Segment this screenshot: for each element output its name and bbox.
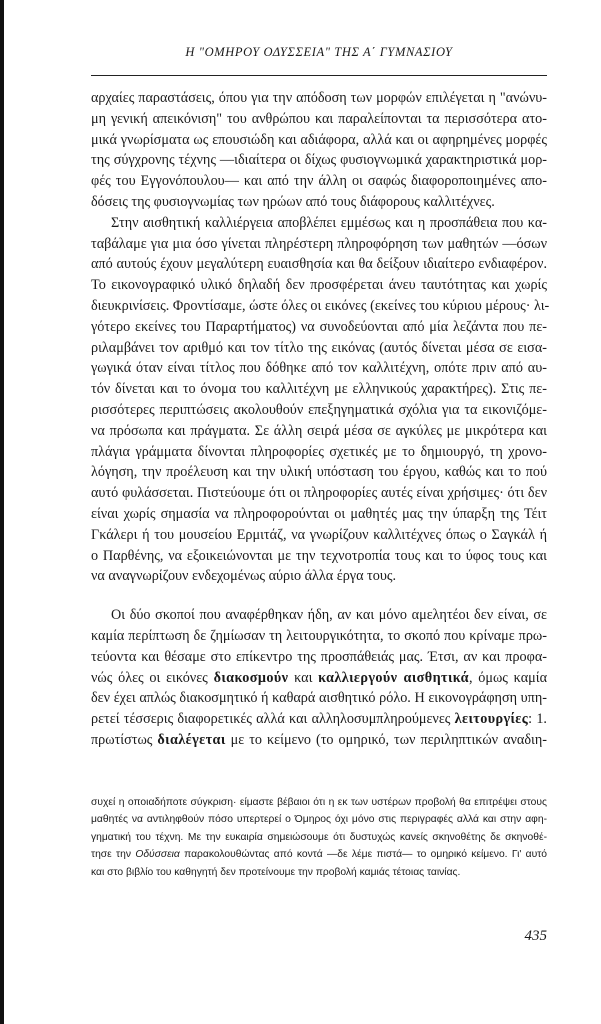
footnote-line: μαθητές να αντιληφθούν πόσο υπερτερεί ο Όμηρος όχι μόνο στις περιγραφές αλλά και στην αφη- xyxy=(91,814,547,826)
main-text xyxy=(91,88,550,751)
footnote xyxy=(91,794,547,881)
text-line: αρχαίες παραστάσεις, όπου για την απόδοση των μορφών επιλέγεται η "ανώνυ- xyxy=(91,90,547,106)
work-title: Οδύσσεια xyxy=(135,849,180,861)
text-line: Το εικονογραφικό υλικό δηλαδή δεν προσφέρεται άνευ ταυτότητας και χωρίς xyxy=(91,277,547,294)
text-line: μη γενική απεικόνιση" του ανθρώπου και παραλείπονται τα περισσότερα ατο- xyxy=(91,110,547,127)
text-line: δόσεις της φυσιογνωμίας των ηρώων από τους διάφορους καλλιτέχνες. xyxy=(91,193,495,210)
emphasis-dialogue: διαλέγεται xyxy=(157,731,226,748)
text-line xyxy=(91,709,547,730)
page-number: 435 xyxy=(524,928,547,944)
text-line: να πρόσωπα και πράγματα. Σε άλλη σειρά μέσα σε αγκύλες με μικρότερα και xyxy=(91,422,547,439)
emphasis-decorate: διακοσμούν xyxy=(213,669,289,686)
text-line: Γκάλερι ή του μουσείου Ερμιτάζ, να γνωρίζουν καλλιτέχνες όπως ο Σαγκάλ ή xyxy=(91,526,547,543)
text-segment: και xyxy=(288,669,319,686)
text-segment: τησε την xyxy=(91,849,136,861)
footnote-line: και στο βιβλίο του καθηγητή δεν προτείνουμε την προβολή καμιάς τέτοιας ταινίας. xyxy=(91,866,461,878)
text-line: ταβάλαμε για μια όσο γίνεται πληρέστερη πληροφόρηση των μαθητών —όσων xyxy=(91,235,547,252)
text-line: δεν έχει απλώς διακοσμητικό ή καθαρά αισθητικό ρόλο. Η εικονογράφηση υπη- xyxy=(91,690,547,707)
text-line: γωγικά όταν είναι τίτλος που δόθηκε από τον καλλιτέχνη, οπότε πριν από αυ- xyxy=(91,360,547,377)
text-segment: παρακολουθώντας από κοντά —δε λέμε πιστά— το ομηρικό κείμενο. Γι' αυτό xyxy=(179,849,548,861)
text-line: είναι χωρίς σημασία να πληροφορούνται οι μαθητές μας την ύπαρξη της Τέιτ xyxy=(91,505,547,522)
text-segment: ρετεί τέσσερις διαφορετικές αλλά και αλληλοσυμπληρούμενες xyxy=(91,711,455,728)
text-segment: με το κείμενο (το ομηρικό, των περιληπτικών αναδιη- xyxy=(225,731,548,748)
header-rule xyxy=(91,75,547,76)
running-head: Η "ΟΜΗΡΟΥ ΟΔΥΣΣΕΙΑ" ΤΗΣ Α΄ ΓΥΜΝΑΣΙΟΥ xyxy=(185,45,453,59)
text-line: φές του Εγγονόπουλου— και από την άλλη οι σαφώς διαφοροποιημένες απο- xyxy=(91,173,547,190)
text-line: τεύοντα και θέσαμε στο επίκεντρο της προσπάθειάς μας. Έτσι, αν και προφα- xyxy=(91,648,547,665)
emphasis-functions: λειτουργίες xyxy=(454,711,529,728)
text-segment: νώς όλες οι εικόνες xyxy=(91,669,214,686)
text-line: λόγηση, την προέλευση και την υλική υπόσταση του έργου, καθώς και το πού xyxy=(91,464,547,481)
text-line: γότερο εκείνες του Παραρτήματος) να συνοδεύονται από μία λεζάντα που πε- xyxy=(91,318,547,335)
text-line xyxy=(91,730,547,751)
footnote-line: γηματική του τέχνη. Με την ευκαιρία σημειώσουμε ότι δυστυχώς κανείς σκηνοθέτης δε σκηνοθέ- xyxy=(91,831,547,843)
text-line: αυτό φυλάσσεται. Πιστεύουμε ότι οι πληροφορίες αυτές είναι χρήσιμες· ότι δεν xyxy=(91,485,547,502)
text-line: τόν δίνεται και το όνομα του καλλιτέχνη με ελληνικούς χαρακτήρες). Στις πε- xyxy=(91,381,547,398)
text-line: ρισσότερες περιπτώσεις ακολουθούν επεξηγηματικά σχόλια για τα εικονιζόμε- xyxy=(91,401,547,418)
text-line: ο Παρθένης, να εξοικειώνονται με την τεχνοτροπία τους και το ύφος τους και xyxy=(91,547,547,564)
footnote-line xyxy=(91,846,547,863)
text-line: ριλαμβάνει τον αριθμό και τον τίτλο της εικόνας (αυτός δίνεται μέσα σε εισα- xyxy=(91,339,547,356)
text-line: από αυτούς έχουν μεγαλύτερη ευαισθησία και θα δείξουν ιδιαίτερο ενδιαφέρον. xyxy=(91,256,547,273)
text-line: της σύγχρονης τέχνης —ιδιαίτερα οι δίχως φυσιογνωμικά χαρακτηριστικά μορ- xyxy=(91,152,547,169)
text-segment: : 1. xyxy=(528,711,547,728)
text-line: να αναγνωρίζουν ενδεχομένως αύριο άλλα έργα τους. xyxy=(91,568,397,585)
page-edge-shadow xyxy=(0,0,4,1024)
text-line: Στην αισθητική καλλιέργεια αποβλέπει εμμέσως και η προσπάθεια που κα- xyxy=(111,214,547,231)
text-line: μικά γνωρίσματα ως επουσιώδη και αδιάφορα, αλλά και οι αφηρημένες μορφές xyxy=(91,131,547,148)
paragraph-2 xyxy=(91,213,550,587)
paragraph-1 xyxy=(91,88,547,213)
emphasis-aesthetic: καλλιεργούν αισθητικά xyxy=(318,669,469,686)
text-line: διευκρινίσεις. Φροντίσαμε, ώστε όλες οι εικόνες (εκείνες του κύριου μέρους· λι- xyxy=(91,297,550,314)
text-line: καμία περίπτωση δε ζημίωσαν τη λειτουργικότητα, το σκοπό που κρίναμε πρω- xyxy=(91,627,547,644)
text-line: Οι δύο σκοποί που αναφέρθηκαν ήδη, αν και μόνο αμελητέοι δεν είναι, σε xyxy=(111,607,547,624)
text-line xyxy=(91,668,547,689)
text-line: πλάγια γράμματα δίνονται πληροφορίες σχετικές με το δημιουργό, τη χρονο- xyxy=(91,443,547,460)
paragraph-3 xyxy=(91,605,547,751)
text-segment: , όμως καμία xyxy=(468,669,548,686)
text-segment: πρωτίστως xyxy=(91,731,158,748)
footnote-line: συχεί η οποιαδήποτε σύγκριση· είμαστε βέβαιοι ότι η εκ των υστέρων προβολή θα επιτρέψει στους xyxy=(91,797,547,808)
